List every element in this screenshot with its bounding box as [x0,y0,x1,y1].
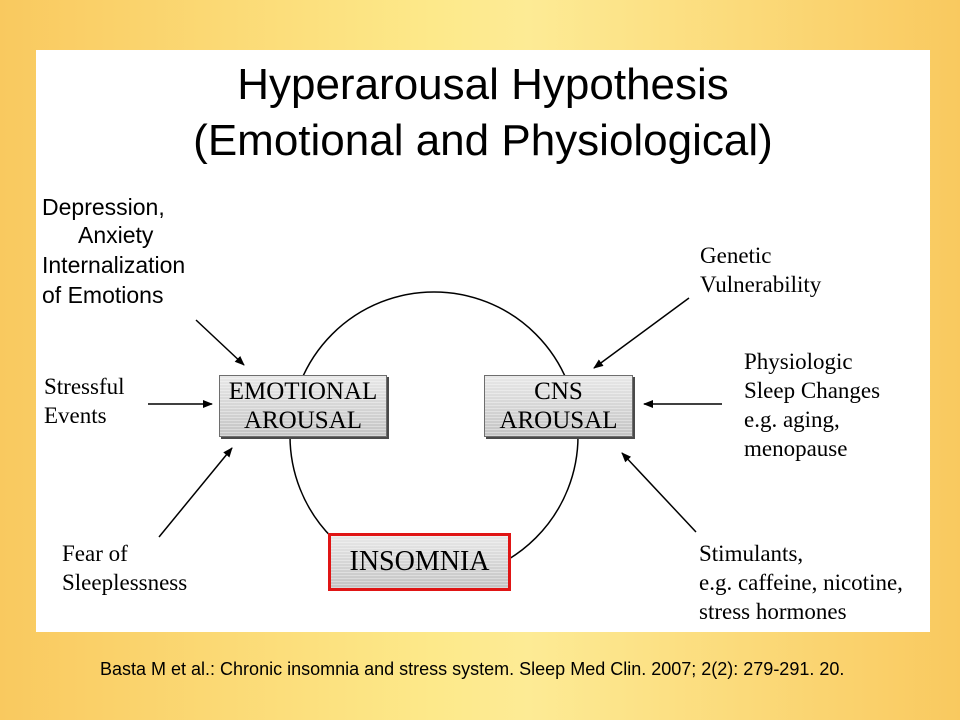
cns-arousal-box [484,375,633,437]
insomnia-box [328,533,511,591]
arrow-genetic [594,298,689,368]
arrow-stimulants [622,453,696,532]
emotional-arousal-line-1: EMOTIONAL [228,378,378,405]
genetic-label: Genetic Vulnerability [700,243,822,297]
citation: Basta M et al.: Chronic insomnia and stress system. Sleep Med Clin. 2007; 2(2): 279-291. 20. [100,659,845,679]
fear-label: Fear of Sleeplessness [62,541,188,595]
cns-arousal-line-1: CNS [534,378,583,405]
arrow-depression [196,320,244,365]
arrow-fear [159,448,232,537]
title-line-2: (Emotional and Physiological) [193,116,773,165]
insomnia-label: INSOMNIA [349,546,490,577]
slide [36,50,930,632]
emotional-arousal-line-2: AROUSAL [243,407,363,434]
title-line-1: Hyperarousal Hypothesis [237,60,729,109]
cns-arousal-line-2: AROUSAL [499,407,618,434]
stressful-events-label: Stressful Events [44,374,125,428]
depression-label: Depression, Anxiety Internalization of Emotions [42,194,186,308]
physiologic-label: Physiologic Sleep Changes e.g. aging, menopause [744,349,881,461]
emotional-arousal-box [219,375,387,437]
stimulants-label: Stimulants, e.g. caffeine, nicotine, stress hormones [699,541,903,624]
